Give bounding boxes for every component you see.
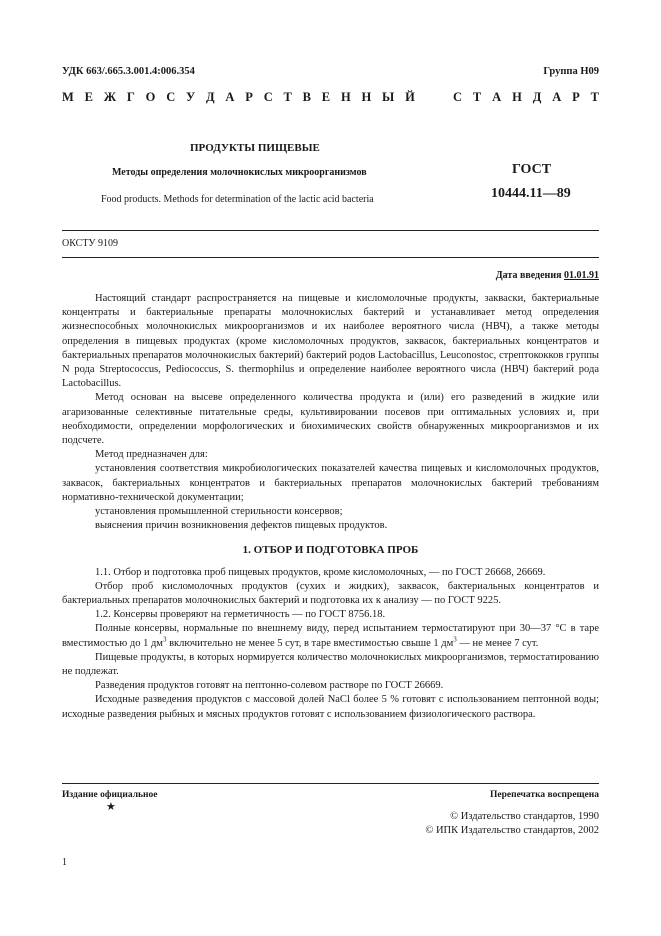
okstu-code: ОКСТУ 9109 (62, 238, 119, 249)
clause-1-2: 1.2. Консервы проверяют на герметичность — по ГОСТ 8756.18. (95, 609, 386, 621)
divider-okstu (62, 257, 599, 258)
banner-letter: Н (512, 90, 522, 104)
udk-code: УДК 663/.665.3.001.4:006.354 (62, 66, 195, 77)
clause-1-2-initial-dilutions: Исходные разведения продуктов с массовой долей NaCl более 5 % готовят с использованием пептонной воды; исходные разведения рыбных и мясных продуктов готовят с использованием физиологического раствора. (62, 694, 599, 720)
copyright-1990: © Издательство стандартов, 1990 (450, 811, 599, 822)
group-code: Группа Н09 (543, 66, 599, 77)
clause-text-b: включительно не менее 5 сут, в таре вместимостью свыше 1 дм (166, 637, 454, 649)
banner-letter: С (166, 90, 176, 104)
date-value: 01.01.91 (564, 270, 599, 281)
banner-letter: С (263, 90, 273, 104)
document-title: ПРОДУКТЫ ПИЩЕВЫЕ (190, 142, 320, 154)
banner-letter: Д (532, 90, 542, 104)
paragraph-purpose-item-2: установления промышленной стерильности консервов; (95, 506, 343, 518)
paragraph-purpose: Метод предназначен для: (95, 449, 208, 461)
clause-1-2-dilutions: Разведения продуктов готовят на пептонно-солевом растворе по ГОСТ 26669. (95, 680, 444, 692)
banner-letter: Г (126, 90, 135, 104)
paragraph-scope: Настоящий стандарт распространяется на пищевые и кисломолочные продукты, закваски, бактериальные концентраты и бактериальные препараты молочнокислых бактерий и устанавливает метод определения жизнеспособных молочнокислых микроорганизмов и их наиболее вероятного числа (НВЧ), а также методы определения в пищевых продуктах (кроме кисломолочных продуктов, заквасок, бактериальных концентратов и бактериальных препаратов молочнокислых бактерий) бактерий родов Lactobacillus, Leuconostoc, стрептококков группы N рода Streptococcus, Pediococcus, S. thermophilus и определение наиболее вероятного числа (НВЧ) бактерий рода Lactobacillus. (62, 293, 599, 390)
banner-letter: Е (321, 90, 331, 104)
copyright-2002: © ИПК Издательство стандартов, 2002 (425, 825, 599, 836)
banner-letter: В (302, 90, 311, 104)
star-icon: ★ (106, 801, 116, 813)
english-title: Food products. Methods for determination of the lactic acid bacteria (101, 194, 374, 205)
banner-letter: Т (283, 90, 292, 104)
divider-top (62, 230, 599, 231)
superscript-3: 3 (162, 635, 167, 644)
document-subtitle: Методы определения молочнокислых микроорганизмов (112, 167, 367, 178)
banner-letter: Р (572, 90, 580, 104)
banner-letter: У (186, 90, 196, 104)
banner-letter: Ж (103, 90, 117, 104)
date-of-introduction (496, 270, 599, 281)
banner-word-standard (453, 90, 599, 105)
document-body (62, 292, 599, 722)
banner-letter: Р (245, 90, 253, 104)
clause-1-2-full-canned (62, 622, 599, 650)
paragraph-purpose-item-3: выяснения причин возникновения дефектов пищевых продуктов. (95, 520, 388, 532)
page-number: 1 (62, 857, 67, 868)
reprint-prohibited: Перепечатка воспрещена (489, 790, 599, 800)
banner-letter: Й (405, 90, 415, 104)
banner-letter: М (62, 90, 74, 104)
banner-letter: Н (361, 90, 372, 104)
banner-letter: О (145, 90, 156, 104)
clause-1-2-food-products: Пищевые продукты, в которых нормируется количество молочнокислых микроорганизмов, термостатированию не подлежат. (62, 651, 599, 678)
banner-letter: С (453, 90, 463, 104)
clause-text-a: Полные консервы, нормальные по внешнему виду, перед испытанием термостатируют при 30—37 °С в таре вместимостью до 1 дм (62, 623, 599, 649)
date-label: Дата введения (495, 270, 564, 281)
superscript-3: 3 (453, 635, 457, 644)
clause-text-c: — не менее 7 сут. (456, 637, 539, 649)
banner-letter: Ы (382, 90, 395, 104)
banner-letter: Д (206, 90, 215, 104)
banner-letter: Н (340, 90, 351, 104)
gost-number: 10444.11—89 (491, 186, 571, 201)
banner-word-interstate (62, 90, 415, 105)
interstate-standard-banner (62, 90, 599, 105)
banner-letter: Е (84, 90, 93, 104)
banner-letter: А (225, 90, 235, 104)
banner-letter: А (492, 90, 502, 104)
clause-1-1-dairy: Отбор проб кисломолочных продуктов (сухих и жидких), заквасок, бактериальных концентратов и бактериальных препаратов молочнокислых бактерий и подготовка их к анализу — по ГОСТ 9225. (62, 580, 599, 607)
clause-1-1: 1.1. Отбор и подготовка проб пищевых продуктов, кроме кисломолочных, — по ГОСТ 26668, 26669. (95, 566, 546, 578)
section-heading-1: 1. ОТБОР И ПОДГОТОВКА ПРОБ (242, 544, 419, 557)
banner-letter: А (552, 90, 562, 104)
banner-letter: Т (590, 90, 599, 104)
divider-footer (62, 783, 599, 784)
gost-label: ГОСТ (512, 162, 552, 177)
banner-letter: Т (472, 90, 482, 104)
paragraph-purpose-item-1: установления соответствия микробиологических показателей качества пищевых и кисломолочных продуктов, заквасок, бактериальных концентратов и бактериальных препаратов молочнокислых бактерий требованиям нормативно-технической документации; (62, 463, 599, 503)
paragraph-method: Метод основан на высеве определенного количества продукта и (или) его разведений в жидкие или агаризованные селективные питательные среды, культивировании посевов при оптимальных условиях и, при необходимости, определении морфологических и биохимических свойств обнаруженных микроорганизмов и их подсчете. (62, 392, 599, 447)
official-edition: Издание официальное (62, 790, 158, 800)
